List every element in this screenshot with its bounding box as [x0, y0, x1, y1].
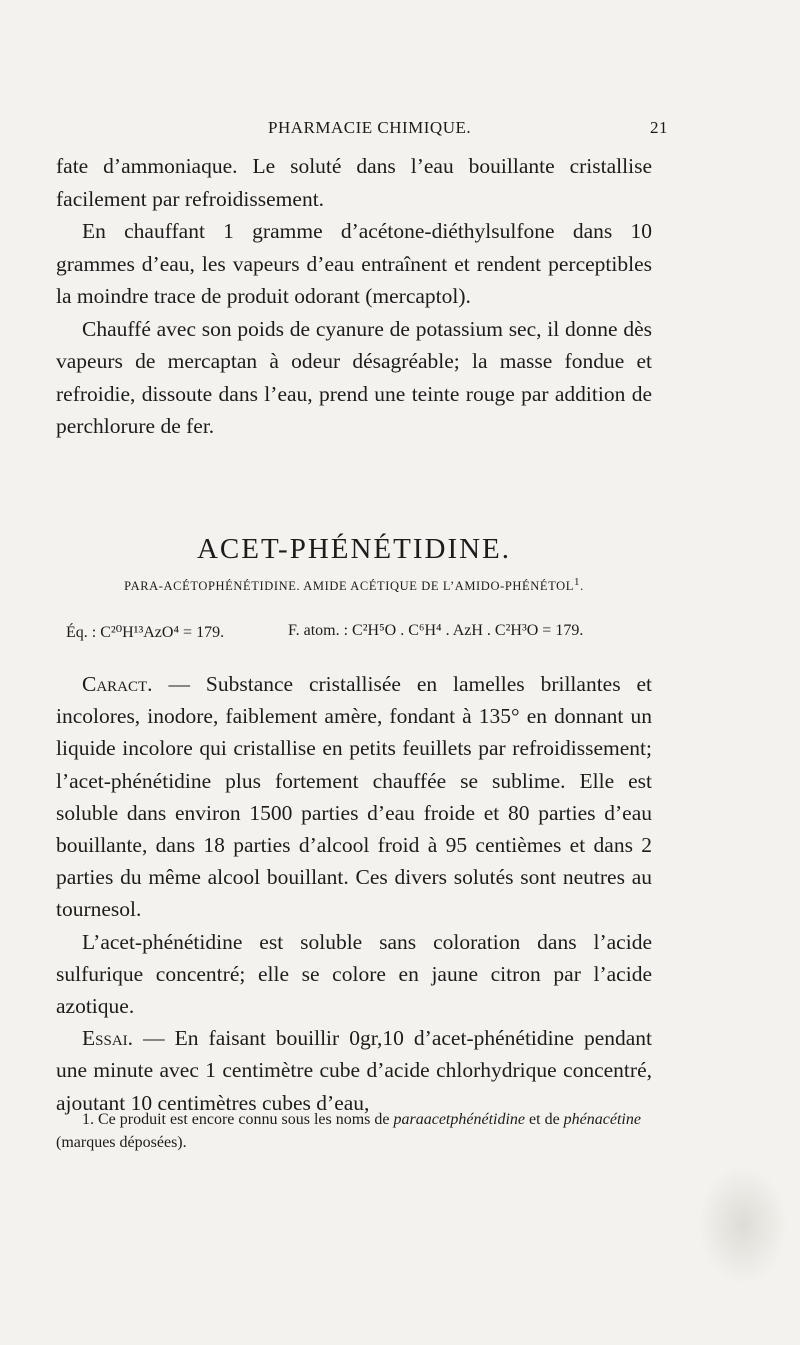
caract-text: — Substance cristallisée en lamelles brillantes et incolores, inodore, faiblement amère, fondant à 135° en donnant un liquide incolore qui cristallise en petits feuillets par refroidissement; l’acet-phénétidine plus fortement chauffée se sublime. Elle est soluble dans environ 1500 parties d’eau froide et 80 parties d’eau bouillante, dans 18 parties d’alcool froid à 95 centièmes et dans 2 parties du même alcool bouillant. Ces divers solutés sont neutres au tournesol.: [56, 672, 653, 922]
footnote-text-end: (marques déposées).: [56, 1134, 187, 1151]
footnote-term-1: paraacetphénétidine: [393, 1111, 526, 1128]
body-text-bottom: [56, 668, 652, 1119]
essai-label: Essai.: [82, 1026, 134, 1051]
atomic-formula: F. atom. : C²H⁵O . C⁶H⁴ . AzH . C²H³O = 179.: [288, 622, 584, 639]
section-heading: [56, 533, 652, 594]
footnote-connector: et de: [529, 1111, 560, 1128]
equivalent-formula: Éq. : C²⁰H¹³AzO⁴ = 179.: [66, 624, 225, 641]
page-number: 21: [650, 118, 668, 137]
footnote-term-2: phénacétine: [563, 1111, 641, 1128]
scan-smudge: [698, 1165, 788, 1285]
essai-text: — En faisant bouillir 0gr,10 d’acet-phénétidine pendant une minute avec 1 centimètre cube d’acide chlorhydrique concentré, ajoutant 10 centimètres cubes d’eau,: [56, 1026, 653, 1115]
paragraph: L’acet-phénétidine est soluble sans coloration dans l’acide sulfurique concentré; elle se colore en jaune citron par l’acide azotique.: [56, 929, 652, 1019]
caract-paragraph: [56, 668, 652, 926]
paragraph: En chauffant 1 gramme d’acétone-diéthylsulfone dans 10 grammes d’eau, les vapeurs d’eau entraînent et rendent perceptibles la moindre trace de produit odorant (mercaptol).: [56, 219, 652, 308]
running-title: PHARMACIE CHIMIQUE.: [268, 118, 472, 137]
essai-paragraph: [56, 1022, 652, 1119]
subtitle-text: PARA-ACÉTOPHÉNÉTIDINE. AMIDE ACÉTIQUE DE L’AMIDO-PHÉNÉTOL: [124, 579, 574, 594]
section-title: ACET-PHÉNÉTIDINE.: [196, 533, 512, 565]
paragraph: Chauffé avec son poids de cyanure de potassium sec, il donne dès vapeurs de mercaptan à odeur désagréable; la masse fondue et refroidie, dissoute dans l’eau, prend une teinte rouge par addition de perchlorure de fer.: [56, 316, 652, 438]
footnote-marker: 1: [573, 576, 581, 588]
body-text-top: [56, 150, 652, 443]
footnote: [56, 1108, 652, 1154]
paragraph: fate d’ammoniaque. Le soluté dans l’eau bouillante cristallise facilement par refroidissement.: [56, 154, 652, 211]
footnote-text-start: Ce produit est encore connu sous les noms de: [98, 1111, 390, 1128]
section-subtitle: PARA-ACÉTOPHÉNÉTIDINE. AMIDE ACÉTIQUE DE L’AMIDO-PHÉNÉTOL1.: [124, 576, 584, 594]
footnote-number: 1.: [82, 1111, 94, 1128]
caract-label: Caract.: [82, 672, 153, 696]
